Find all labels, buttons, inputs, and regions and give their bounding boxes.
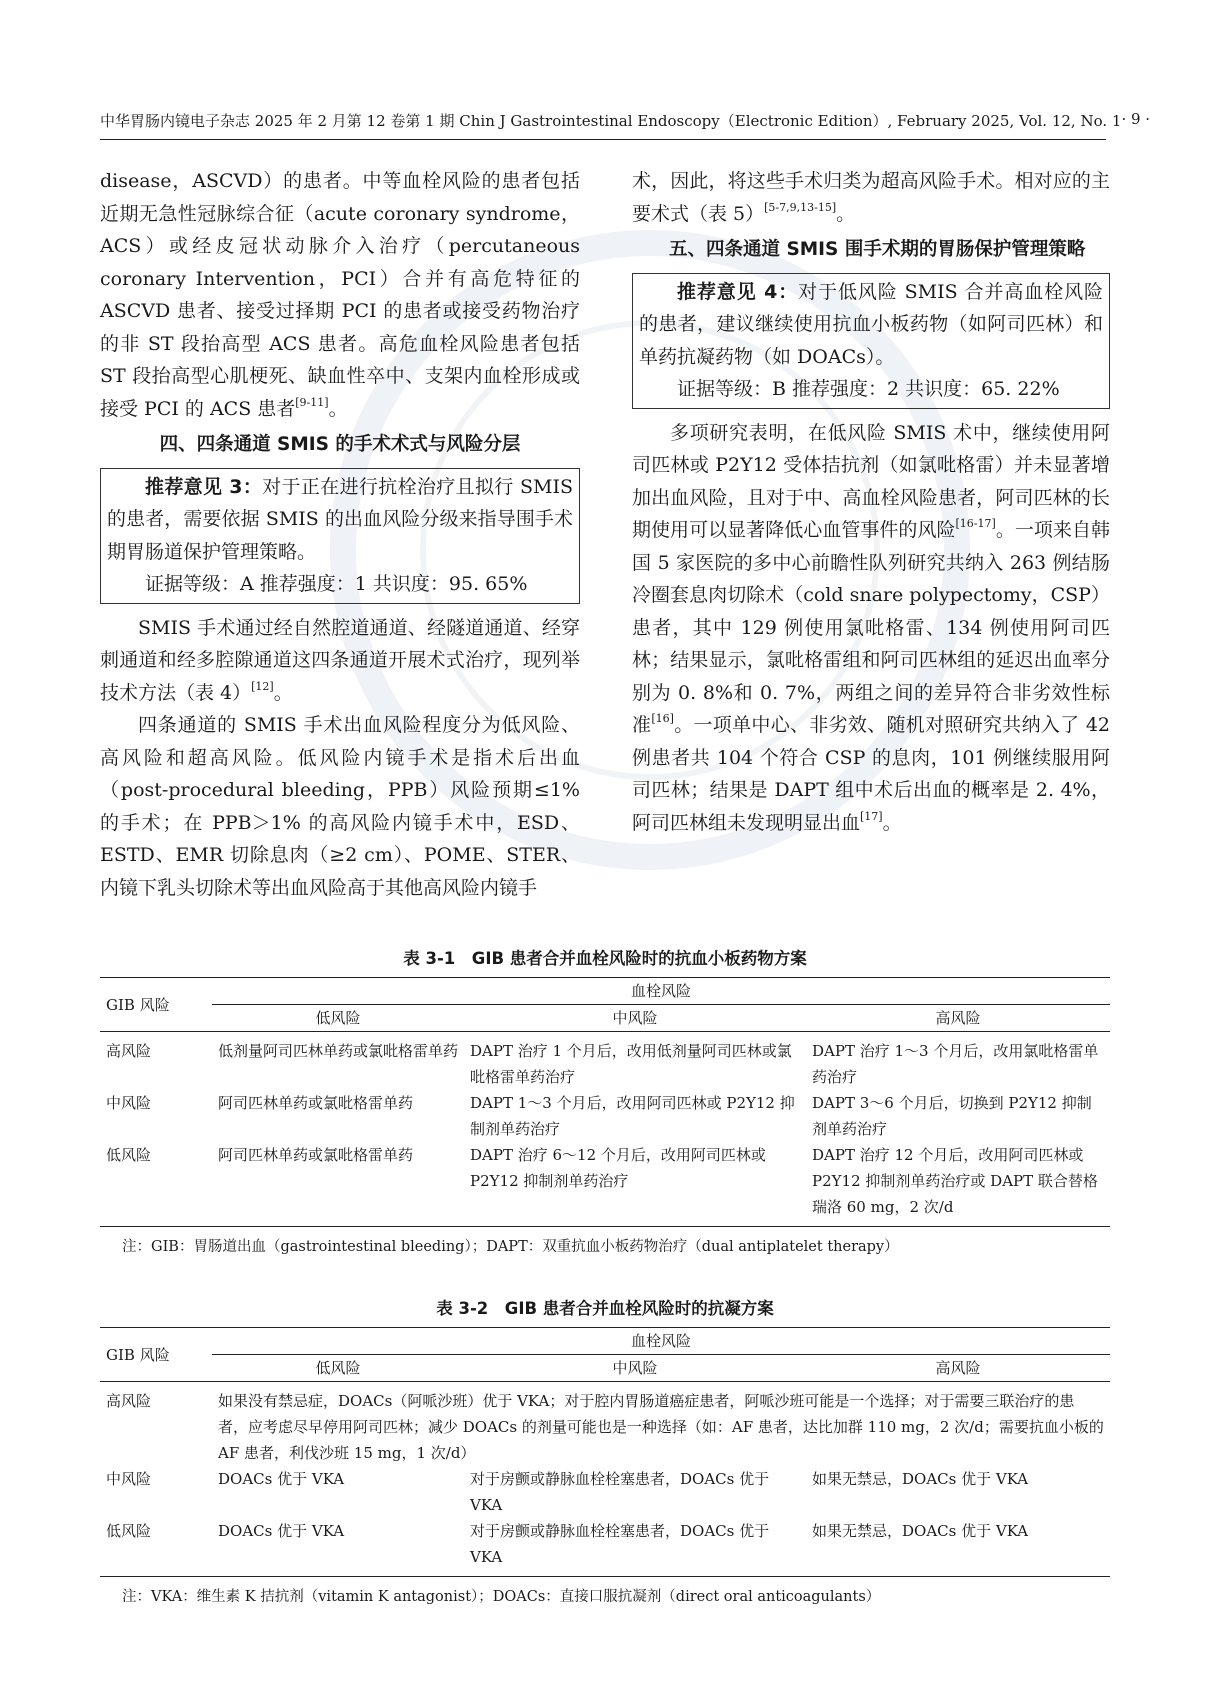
column-header: 中风险 xyxy=(464,1005,806,1032)
table-row: 高风险 如果没有禁忌症，DOACs（阿哌沙班）优于 VKA；对于腔内胃肠道癌症患者，阿哌沙班可能是一个选择；对于需要三联治疗的患者，应考虑尽早停用阿司匹林；减少 DOACs 的剂量可能也是一种选择（如：AF 患者，达比加群 110 mg，2 次/d；需要抗血小板的 AF 患者，利伐沙班 15 mg，1 次/d） xyxy=(106,1392,1104,1462)
citation-ref: [12] xyxy=(251,679,274,693)
right-column xyxy=(632,165,1110,839)
table-row: 低风险 DOACs 优于 VKA 对于房颤或静脉血栓栓塞患者，DOACs 优于 VKA 如果无禁忌，DOACs 优于 VKA xyxy=(100,1518,1110,1577)
citation-ref: [5-7,9,13-15] xyxy=(764,200,837,214)
column-header: 高风险 xyxy=(806,1005,1110,1032)
table-note: 注：GIB：胃肠道出血（gastrointestinal bleeding）；DAPT：双重抗血小板药物治疗（dual antiplatelet therapy） xyxy=(122,1239,899,1255)
section-heading: 四、四条通道 SMIS 的手术术式与风险分层 xyxy=(159,434,521,455)
column-group-header: 血栓风险 xyxy=(212,1328,1110,1355)
journal-citation: 中华胃肠内镜电子杂志 2025 年 2 月第 12 卷第 1 期 Chin J Gastrointestinal Endoscopy（Electronic Edition）, February 2025, Vol. 12, No. 1 xyxy=(100,112,1122,130)
evidence-level: 证据等级：A 推荐强度：1 共识度：95. 65% xyxy=(145,573,528,595)
table-title: 表 3-1 GIB 患者合并血栓风险时的抗血小板药物方案 xyxy=(403,949,807,968)
paragraph: 四条通道的 SMIS 手术出血风险程度分为低风险、高风险和超高风险。低风险内镜手术是指术后出血（post-procedural bleeding，PPB）风险预期≤1% 的手术；在 PPB＞1% 的高风险内镜手术中，ESD、ESTD、EMR 切除息肉（≥2 cm）、POME、STER、内镜下乳头切除术等出血风险高于其他高风险内镜手 xyxy=(100,714,580,899)
recommendation-text: 对于正在进行抗栓治疗且拟行 SMIS 的患者，需要依据 SMIS 的出血风险分级来指导围手术期胃肠道保护管理策略。 xyxy=(107,475,573,563)
paragraph: SMIS 手术通过经自然腔道通道、经隧道通道、经穿刺通道和经多腔隙通道这四条通道开展术式治疗，现列举技术方法（表 4）[12]。 xyxy=(100,616,580,704)
table-row: 低风险 阿司匹林单药或氯吡格雷单药 DAPT 治疗 6～12 个月后，改用阿司匹林或 P2Y12 抑制剂单药治疗 DAPT 治疗 12 个月后，改用阿司匹林或 P2Y12 抑制剂单药治疗或 DAPT 联合替格瑞洛 60 mg，2 次/d xyxy=(100,1142,1110,1227)
data-table xyxy=(100,1327,1110,1577)
page-number: · 9 · xyxy=(1121,110,1151,128)
citation-ref: [9-11] xyxy=(295,395,329,409)
paragraph: disease，ASCVD）的患者。中等血栓风险的患者包括近期无急性冠脉综合征（acute coronary syndrome，ACS）或经皮冠状动脉介入治疗（percutaneous coronary Intervention，PCI）合并有高危特征的 ASCVD 患者、接受过择期 PCI 的患者或接受药物治疗的非 ST 段抬高型 ACS 患者。高危血栓风险患者包括 ST 段抬高型心肌梗死、缺血性卒中、支架内血栓形成或接受 PCI 的 ACS 患者[9-11]。 xyxy=(100,170,580,420)
recommendation-label: 推荐意见 4： xyxy=(677,280,799,303)
table-antiplatelet xyxy=(100,945,1110,1256)
recommendation-box xyxy=(100,468,580,604)
column-group-header: 血栓风险 xyxy=(212,978,1110,1005)
recommendation-text: 对于低风险 SMIS 合并高血栓风险的患者，建议继续使用抗血小板药物（如阿司匹林）和单药抗凝药物（如 DOACs）。 xyxy=(639,280,1103,368)
column-header: 高风险 xyxy=(806,1355,1110,1382)
citation-ref: [16] xyxy=(651,712,674,725)
column-header: 低风险 xyxy=(212,1355,464,1382)
column-header: 低风险 xyxy=(212,1005,464,1032)
table-row: 中风险 DOACs 优于 VKA 对于房颤或静脉血栓栓塞患者，DOACs 优于 VKA 如果无禁忌，DOACs 优于 VKA xyxy=(106,1470,1029,1514)
paragraph: 多项研究表明，在低风险 SMIS 术中，继续使用阿司匹林或 P2Y12 受体拮抗剂（如氯吡格雷）并未显著增加出血风险，且对于中、高血栓风险患者，阿司匹林的长期使用可以显著降低心血管事件的风险[16-17]。一项来自韩国 5 家医院的多中心前瞻性队列研究共纳入 263 例结肠冷圈套息肉切除术（cold snare polypectomy，CSP）患者，其中 129 例使用氯吡格雷、134 例使用阿司匹林；结果显示，氯吡格雷组和阿司匹林组的延迟出血率分别为 0. 8%和 0. 7%，两组之间的差异符合非劣效性标准[16]。一项单中心、非劣效、随机对照研究共纳入了 42 例患者共 104 个符合 CSP 的息肉，101 例继续服用阿司匹林；结果是 DAPT 组中术后出血的概率是 2. 4%，阿司匹林组未发现明显出血[17]。 xyxy=(632,421,1110,834)
citation-ref: [16-17] xyxy=(955,517,996,530)
table-anticoagulant xyxy=(100,1295,1110,1606)
recommendation-box xyxy=(632,273,1110,409)
recommendation-label: 推荐意见 3： xyxy=(145,475,263,498)
table-title: 表 3-2 GIB 患者合并血栓风险时的抗凝方案 xyxy=(436,1299,774,1318)
table-row: 高风险 低剂量阿司匹林单药或氯吡格雷单药 DAPT 治疗 1 个月后，改用低剂量阿司匹林或氯吡格雷单药治疗 DAPT 治疗 1～3 个月后，改用氯吡格雷单药治疗 xyxy=(106,1042,1099,1086)
column-header: GIB 风险 xyxy=(100,1328,212,1382)
column-header: 中风险 xyxy=(464,1355,806,1382)
running-header xyxy=(100,110,1151,140)
paragraph: 术，因此，将这些手术归类为超高风险手术。相对应的主要术式（表 5）[5-7,9,13-15]。 xyxy=(632,170,1110,225)
citation-ref: [17] xyxy=(860,809,883,823)
evidence-level: 证据等级：B 推荐强度：2 共识度：65. 22% xyxy=(677,378,1060,400)
table-row: 中风险 阿司匹林单药或氯吡格雷单药 DAPT 1～3 个月后，改用阿司匹林或 P2Y12 抑制剂单药治疗 DAPT 3～6 个月后，切换到 P2Y12 抑制剂单药治疗 xyxy=(106,1094,1092,1138)
column-header: GIB 风险 xyxy=(100,978,212,1032)
table-note: 注：VKA：维生素 K 拮抗剂（vitamin K antagonist）；DOACs：直接口服抗凝剂（direct oral anticoagulants） xyxy=(122,1589,881,1605)
left-column xyxy=(100,165,580,904)
data-table xyxy=(100,977,1110,1227)
section-heading: 五、四条通道 SMIS 围手术期的胃肠保护管理策略 xyxy=(669,239,1086,260)
